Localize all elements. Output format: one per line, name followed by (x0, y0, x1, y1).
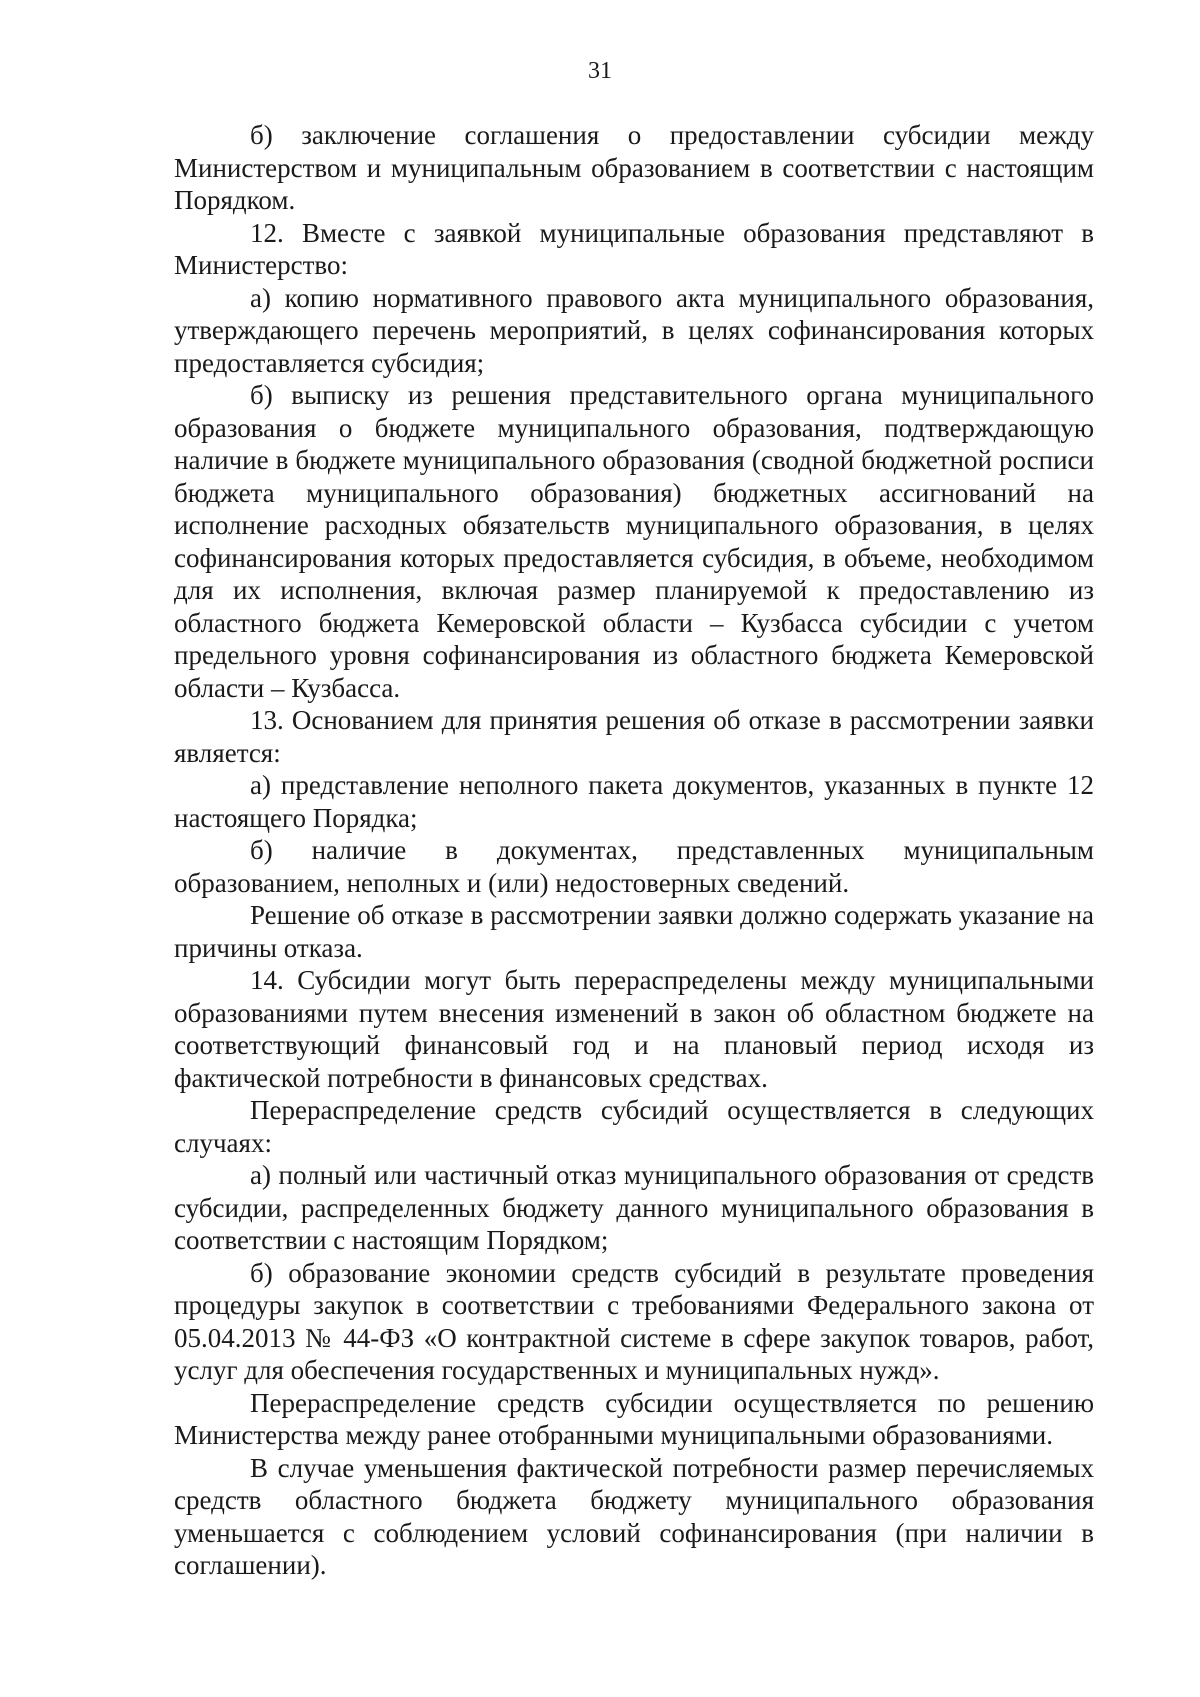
document-body (174, 119, 1094, 1582)
paragraph: 13. Основанием для принятия решения об отказе в рассмотрении заявки является: (174, 705, 1094, 768)
page-number: 31 (588, 58, 612, 84)
paragraph: б) выписку из решения представительного органа муниципального образования о бюджете муниципального образования, подтверждающую наличие в бюджете муниципального образования (сводной бюджетной росписи бюджета муниципального образования) бюджетных ассигнований на исполнение расходных обязательств муниципального образования, в целях софинансирования которых предоставляется субсидия, в объеме, необходимом для их исполнения, включая размер планируемой к предоставлению из областного бюджета Кемеровской области – Кузбасса субсидии с учетом предельного уровня софинансирования из областного бюджета Кемеровской области – Кузбасса. (174, 380, 1094, 703)
paragraph: а) копию нормативного правового акта муниципального образования, утверждающего перечень мероприятий, в целях софинансирования которых предоставляется субсидия; (174, 282, 1094, 378)
paragraph: Решение об отказе в рассмотрении заявки должно содержать указание на причины отказа. (174, 900, 1094, 963)
paragraph: В случае уменьшения фактической потребности размер перечисляемых средств областного бюджета бюджету муниципального образования уменьшается с соблюдением условий софинансирования (при наличии в соглашении). (174, 1452, 1094, 1580)
paragraph: б) заключение соглашения о предоставлении субсидии между Министерством и муниципальным образованием в соответствии с настоящим Порядком. (174, 120, 1094, 215)
paragraph: Перераспределение средств субсидии осуществляется по решению Министерства между ранее отобранными муниципальными образованиями. (174, 1387, 1094, 1450)
paragraph: 14. Субсидии могут быть перераспределены между муниципальными образованиями путем внесения изменений в закон об областном бюджете на соответствующий финансовый год и на плановый период исходя из фактической потребности в финансовых средствах. (174, 965, 1094, 1093)
paragraph: б) образование экономии средств субсидий в результате проведения процедуры закупок в соответствии с требованиями Федерального закона от 05.04.2013 № 44-ФЗ «О контрактной системе в сфере закупок товаров, работ, услуг для обеспечения государственных и муниципальных нужд». (174, 1257, 1094, 1385)
paragraph: б) наличие в документах, представленных муниципальным образованием, неполных и (или) недостоверных сведений. (174, 835, 1094, 898)
paragraph: а) полный или частичный отказ муниципального образования от средств субсидии, распределенных бюджету данного муниципального образования в соответствии с настоящим Порядком; (174, 1160, 1094, 1255)
paragraph: Перераспределение средств субсидий осуществляется в следующих случаях: (174, 1095, 1094, 1158)
paragraph: а) представление неполного пакета документов, указанных в пункте 12 настоящего Порядка; (174, 770, 1094, 833)
paragraph: 12. Вместе с заявкой муниципальные образования представляют в Министерство: (174, 217, 1094, 280)
